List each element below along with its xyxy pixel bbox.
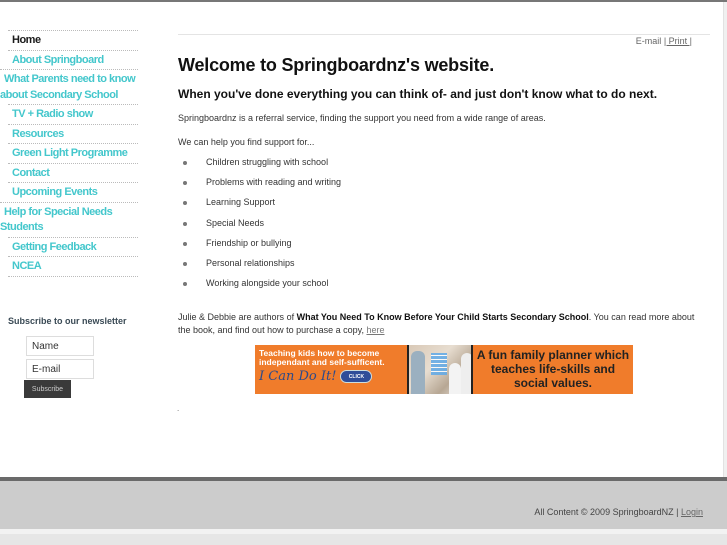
bullet-icon [183, 242, 187, 246]
newsletter-title: Subscribe to our newsletter [8, 316, 127, 326]
content-divider [178, 34, 710, 35]
list-item-text: Working alongside your school [206, 278, 329, 289]
list-item-text: Personal relationships [206, 257, 295, 268]
authors-prefix: Julie & Debbie are authors of [178, 312, 297, 322]
photo-figure [449, 363, 461, 394]
bullet-icon [183, 161, 187, 165]
bullet-icon [183, 282, 187, 286]
lead-text: We can help you find support for... [178, 137, 315, 147]
family-photo [407, 345, 473, 394]
nav-label: Home [12, 34, 41, 46]
footer-bottom-bar [0, 529, 727, 545]
banner-headline: A fun family planner which teaches life-skills and social values. [476, 348, 630, 390]
nav-item-tv-radio[interactable] [8, 104, 138, 124]
list-item [180, 237, 341, 257]
top-border [0, 0, 727, 2]
nav-item-contact[interactable] [8, 163, 138, 183]
nav-label: Upcoming Events [12, 186, 98, 198]
list-item-text: Children struggling with school [206, 157, 329, 167]
list-item [180, 277, 341, 297]
page-tools [636, 36, 692, 46]
nav-label: Resources [12, 127, 64, 140]
nav-item-resources[interactable] [8, 124, 138, 144]
right-edge [723, 2, 727, 479]
list-item-text: Learning Support [206, 197, 276, 208]
subscribe-button[interactable]: Subscribe [24, 380, 71, 398]
nav-label: Contact [12, 166, 50, 179]
bullet-icon [183, 201, 187, 205]
nav-label: What Parents need to know about Secondary School [0, 73, 136, 101]
authors-suffix: . You can read more about the book, and find out how to purchase a copy, [178, 312, 695, 335]
nav-label: Help for Special Needs Students [0, 205, 113, 233]
login-link[interactable]: Login [680, 507, 703, 517]
newsletter-email-input[interactable] [26, 359, 94, 379]
nav-label: About Springboard [12, 53, 104, 66]
bullet-icon [183, 181, 187, 185]
banner-brand: I Can Do It! [259, 369, 337, 384]
bullet-icon [183, 222, 187, 226]
nav-item-getting-feedback[interactable] [8, 237, 138, 257]
bullet-icon [183, 262, 187, 266]
nav-label: Green Light Programme [12, 147, 128, 159]
intro-text: Springboardnz is a referral service, finding the support you need from a wide range of areas. [178, 113, 546, 123]
nav-label: Getting Feedback [12, 240, 97, 253]
nav-label: TV + Radio show [12, 108, 93, 120]
photo-planner-board [431, 353, 447, 375]
nav-divider [8, 276, 138, 277]
nav-item-green-light[interactable] [8, 143, 138, 163]
nav-label: NCEA [12, 260, 42, 272]
list-item [180, 176, 341, 196]
planner-banner-ad[interactable] [255, 345, 633, 394]
trailing-dot: . [177, 404, 180, 413]
page-subtitle: When you've done everything you can think of- and just don't know what to do next. [178, 87, 658, 101]
list-item [180, 217, 341, 237]
nav-item-special-needs[interactable] [0, 202, 138, 237]
newsletter-name-input[interactable] [26, 336, 94, 356]
photo-figure [411, 351, 425, 394]
banner-left [255, 345, 407, 394]
nav-item-about-springboard[interactable] [8, 50, 138, 70]
authors-paragraph [178, 311, 698, 337]
list-item [180, 257, 341, 277]
banner-tagline: Teaching kids how to become independant and self-sufficent. [259, 348, 385, 367]
nav-item-what-parents-need[interactable] [0, 69, 138, 104]
nav-item-upcoming-events[interactable] [8, 182, 138, 202]
book-title: What You Need To Know Before Your Child Starts Secondary School [296, 312, 589, 322]
photo-figure [461, 353, 473, 394]
email-link[interactable]: E-mail [635, 36, 662, 46]
here-link[interactable]: here [366, 325, 385, 335]
print-link[interactable]: | Print | [663, 36, 692, 46]
page-title: Welcome to Springboardnz's website. [178, 55, 494, 75]
support-list [180, 156, 341, 297]
click-button[interactable]: CLICK [340, 370, 372, 383]
list-item-text: Friendship or bullying [206, 237, 292, 248]
list-item-text: Special Needs [206, 217, 265, 228]
footer-copyright [534, 507, 703, 517]
nav-item-home[interactable] [8, 30, 138, 50]
nav-item-ncea[interactable] [8, 256, 138, 276]
footer [0, 481, 727, 529]
sidebar-nav [0, 30, 138, 277]
copyright-text: All Content © 2009 SpringboardNZ | [534, 507, 679, 517]
newsletter-form [8, 316, 148, 398]
banner-brand-row [259, 369, 407, 384]
list-item [180, 196, 341, 216]
list-item-text: Problems with reading and writing [206, 177, 342, 188]
list-item [180, 156, 341, 176]
